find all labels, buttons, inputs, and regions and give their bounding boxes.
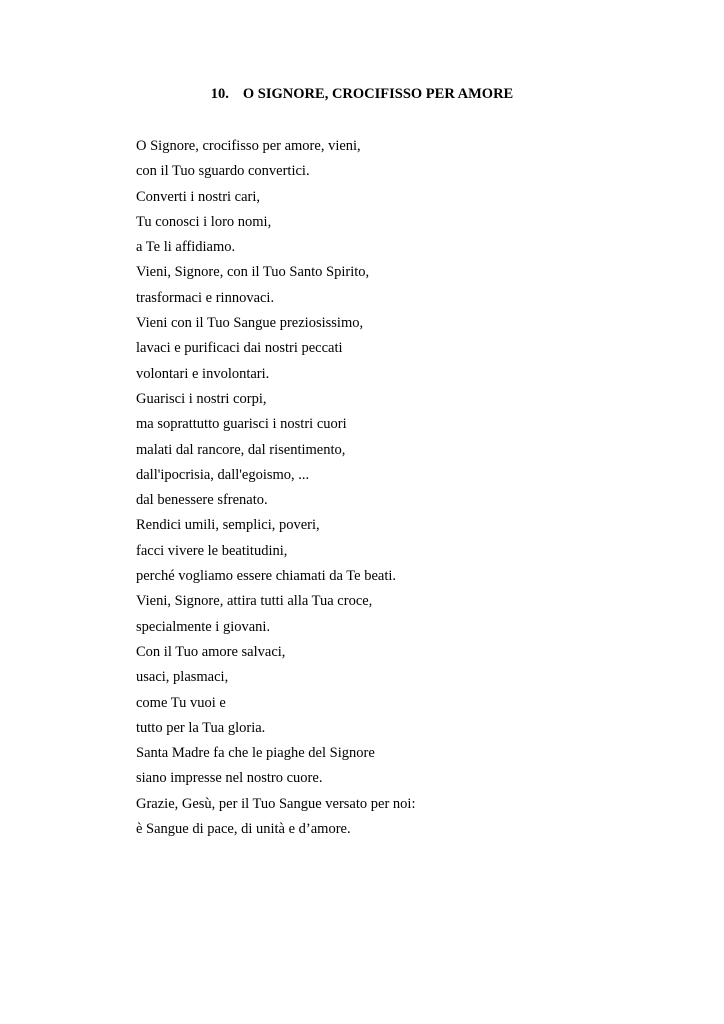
- prayer-line: malati dal rancore, dal risentimento,: [136, 441, 346, 458]
- prayer-line: Vieni, Signore, con il Tuo Santo Spirito,: [136, 264, 370, 281]
- prayer-line: Guarisci i nostri corpi,: [136, 390, 267, 407]
- prayer-line: Con il Tuo amore salvaci,: [136, 643, 286, 660]
- prayer-line: Rendici umili, semplici, poveri,: [136, 517, 320, 534]
- prayer-line: Santa Madre fa che le piaghe del Signore: [136, 745, 375, 762]
- prayer-line: O Signore, crocifisso per amore, vieni,: [136, 138, 361, 154]
- prayer-line: specialmente i giovani.: [136, 618, 271, 635]
- prayer-line: trasformaci e rinnovaci.: [136, 289, 275, 306]
- prayer-line: è Sangue di pace, di unità e d’amore.: [136, 821, 351, 838]
- prayer-line: facci vivere le beatitudini,: [136, 542, 288, 559]
- prayer-line: dall'ipocrisia, dall'egoismo, ...: [136, 466, 310, 483]
- prayer-line: volontari e involontari.: [136, 365, 270, 382]
- prayer-line: come Tu vuoi e: [136, 694, 226, 711]
- prayer-line: Converti i nostri cari,: [136, 188, 261, 205]
- prayer-number: 10.: [210, 86, 229, 102]
- prayer-line: lavaci e purificaci dai nostri peccati: [136, 340, 343, 357]
- prayer-line: con il Tuo sguardo convertici.: [136, 163, 310, 180]
- prayer-line: tutto per la Tua gloria.: [136, 719, 266, 736]
- prayer-line: Grazie, Gesù, per il Tuo Sangue versato per noi:: [136, 795, 416, 812]
- prayer-title-text: O SIGNORE, CROCIFISSO PER AMORE: [242, 86, 514, 102]
- prayer-line: siano impresse nel nostro cuore.: [136, 770, 323, 787]
- prayer-body: [136, 134, 415, 842]
- prayer-line: Vieni con il Tuo Sangue preziosissimo,: [136, 315, 364, 332]
- prayer-line: Vieni, Signore, attira tutti alla Tua croce,: [136, 593, 373, 610]
- prayer-line: perché vogliamo essere chiamati da Te beati.: [136, 568, 397, 585]
- prayer-line: ma soprattutto guarisci i nostri cuori: [136, 416, 347, 433]
- prayer-line: Tu conosci i loro nomi,: [136, 213, 272, 230]
- prayer-line: usaci, plasmaci,: [136, 669, 229, 686]
- prayer-line: a Te li affidiamo.: [136, 239, 236, 256]
- prayer-title: [0, 84, 724, 104]
- prayer-line: dal benessere sfrenato.: [136, 492, 268, 509]
